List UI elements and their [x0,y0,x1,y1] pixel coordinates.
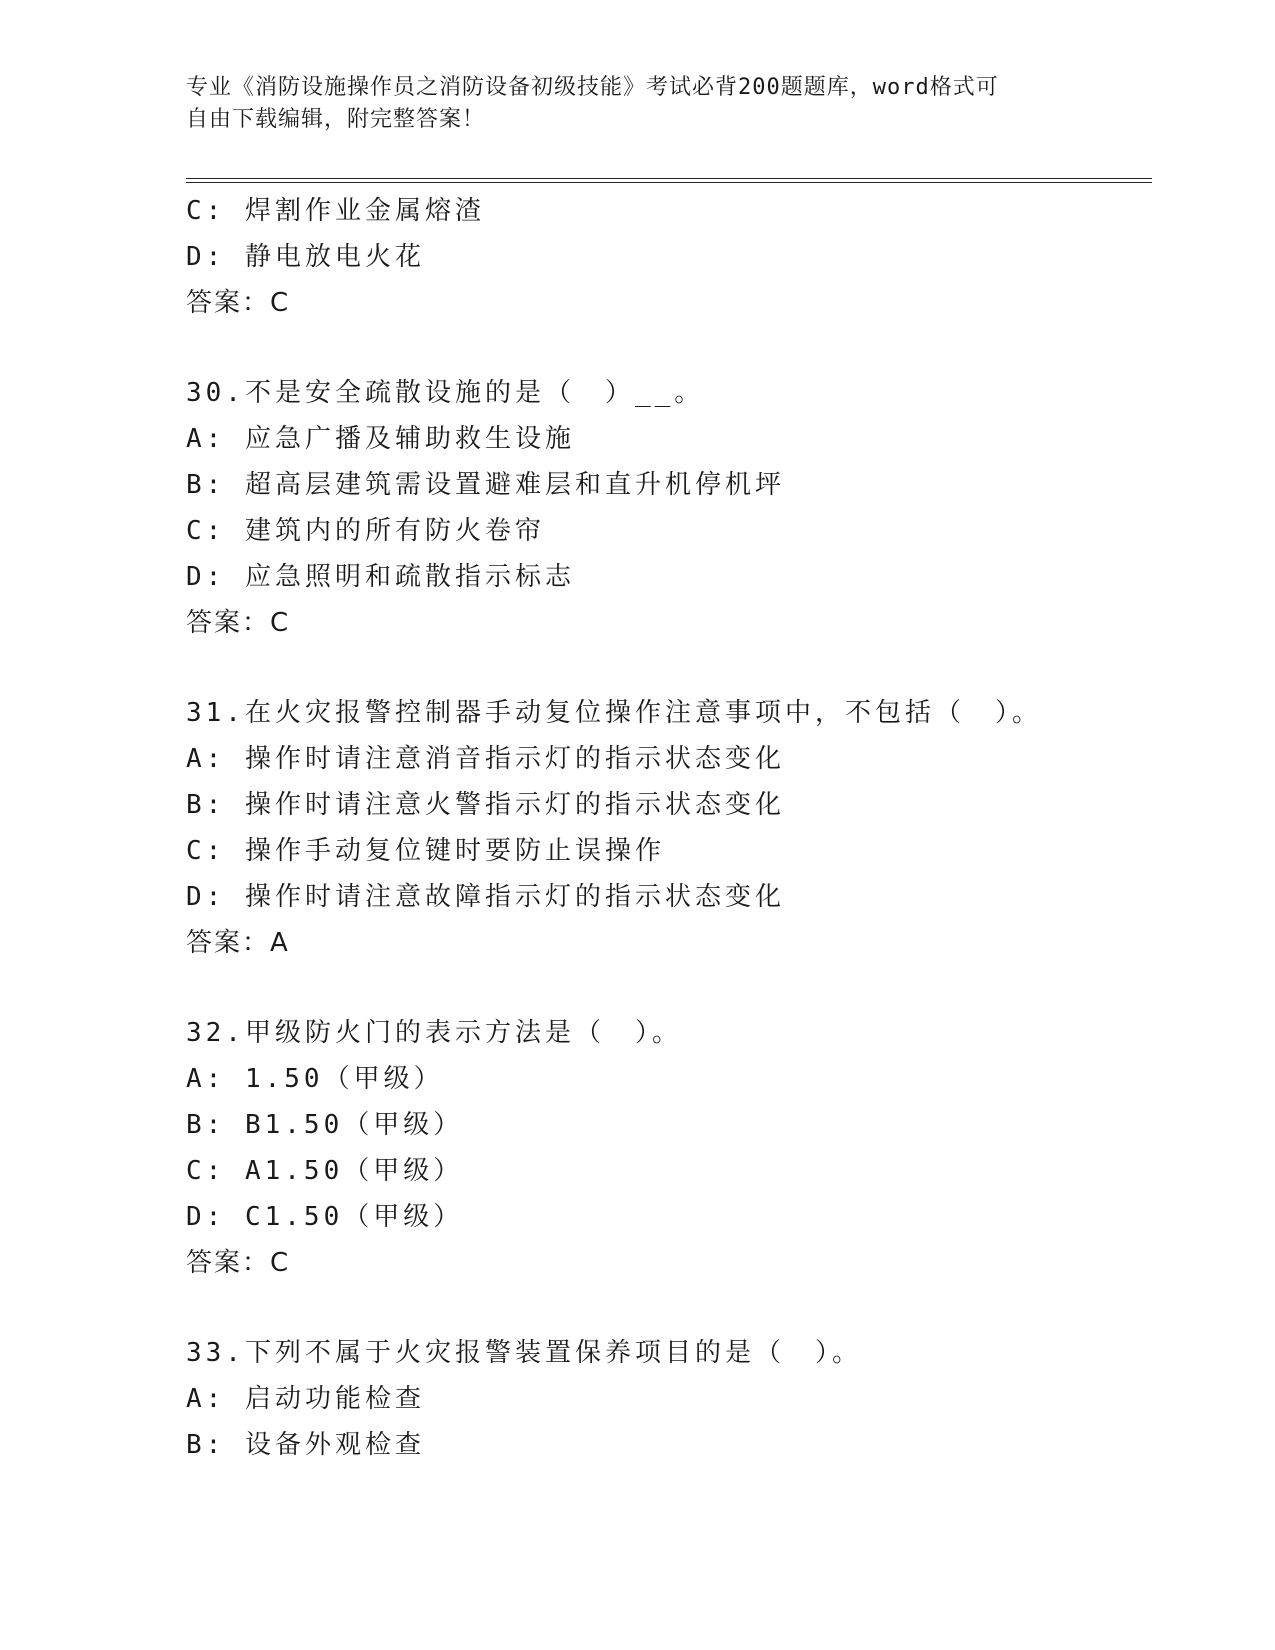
option-a: A: 应急广播及辅助救生设施 [186,424,575,454]
option-a: A: 启动功能检查 [186,1384,425,1414]
question-text: 30.不是安全疏散设施的是（ ）__。 [186,378,705,408]
question-text: 33.下列不属于火灾报警装置保养项目的是（ ）。 [186,1338,862,1368]
document-header [186,72,1066,136]
option-c: C: 建筑内的所有防火卷帘 [186,516,545,546]
header-divider-bottom [186,182,1152,183]
option-d: D: 应急照明和疏散指示标志 [186,562,575,592]
question-list [186,188,1152,1468]
spacer [186,646,1152,690]
question-31 [186,690,1152,966]
option-c: C: 操作手动复位键时要防止误操作 [186,836,665,866]
header-line-2: 自由下载编辑，附完整答案！ [186,107,486,132]
option-b: B: 超高层建筑需设置避难层和直升机停机坪 [186,470,785,500]
option-d: D: 操作时请注意故障指示灯的指示状态变化 [186,882,785,912]
answer: 答案：C [186,1248,291,1278]
option-b: B: 操作时请注意火警指示灯的指示状态变化 [186,790,785,820]
header-line-1: 专业《消防设施操作员之消防设备初级技能》考试必背200题题库，word格式可 [186,75,999,100]
question-29-tail [186,188,1152,326]
header-divider-top [186,178,1152,179]
option-d: D: 静电放电火花 [186,242,425,272]
question-32 [186,1010,1152,1286]
option-b: B: 设备外观检查 [186,1430,425,1460]
question-33 [186,1330,1152,1468]
option-b: B: B1.50（甲级） [186,1110,464,1140]
option-a: A: 1.50（甲级） [186,1064,444,1094]
question-30 [186,370,1152,646]
answer: 答案：A [186,928,290,958]
option-d: D: C1.50（甲级） [186,1202,464,1232]
spacer [186,1286,1152,1330]
option-a: A: 操作时请注意消音指示灯的指示状态变化 [186,744,785,774]
spacer [186,326,1152,370]
answer: 答案：C [186,288,291,318]
spacer [186,966,1152,1010]
answer: 答案：C [186,608,291,638]
question-text: 31.在火灾报警控制器手动复位操作注意事项中，不包括（ ）。 [186,698,1042,728]
option-c: C: 焊割作业金属熔渣 [186,196,485,226]
option-c: C: A1.50（甲级） [186,1156,464,1186]
question-text: 32.甲级防火门的表示方法是（ ）。 [186,1018,682,1048]
